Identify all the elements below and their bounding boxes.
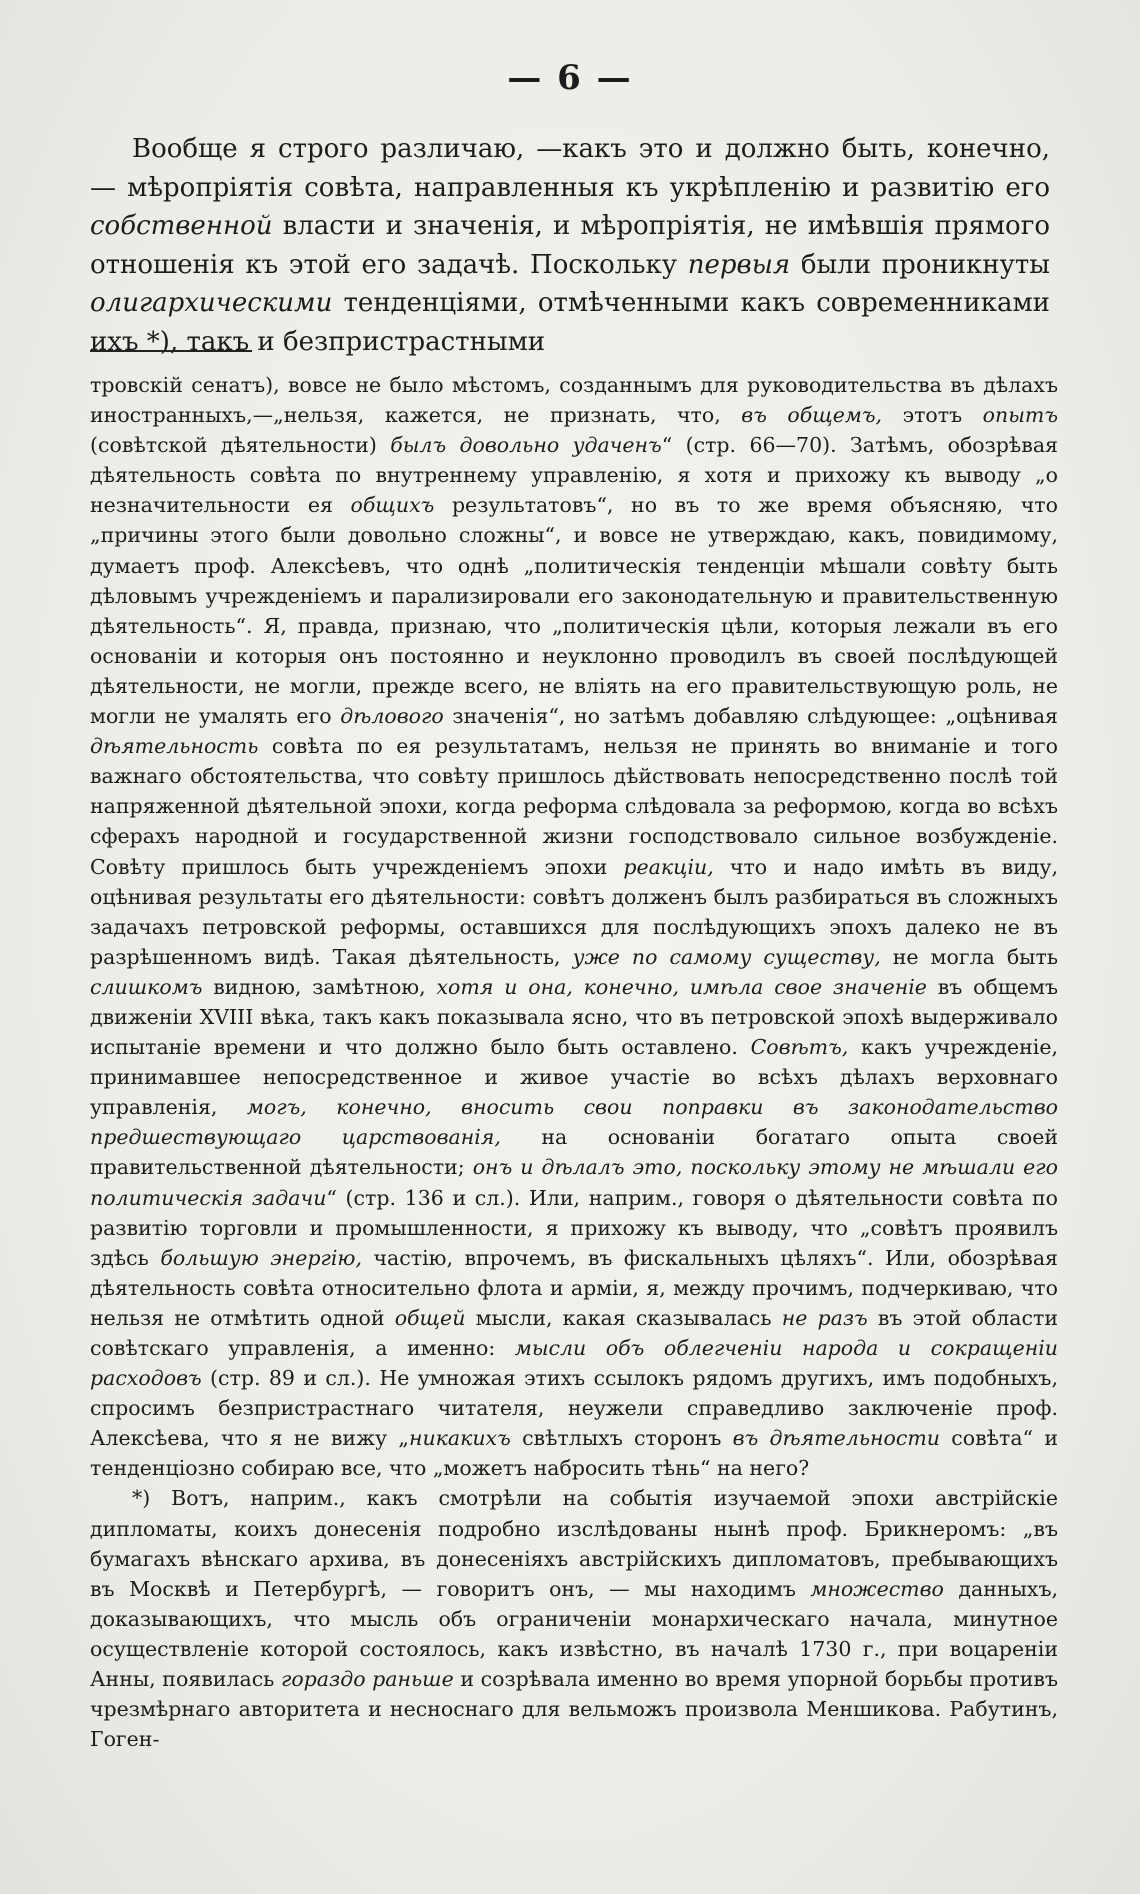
fn-emphasis: дѣлового (340, 704, 444, 729)
main-paragraph (90, 130, 1050, 361)
fn-text: “ (стр. 136 и сл.). Или, наприм., говоря о дѣятельности совѣта по развитію торговли и промышленности, я прихожу къ выводу, что „совѣтъ проявилъ здѣсь (90, 1185, 1059, 1270)
fn-emphasis: онъ и дѣлалъ это, поскольку этому не мѣшали его политическія задачи (90, 1155, 1059, 1210)
fn-text: на основаніи богатаго опыта своей правительственной дѣятельности; (90, 1125, 1058, 1180)
fn-emphasis: общей (394, 1305, 466, 1330)
main-text-1: Вообще я строго различаю, —какъ это и должно быть, конечно, — мѣропріятія совѣта, направленныя къ укрѣпленію и развитію его (90, 134, 1050, 203)
footnote-continuation (90, 370, 1058, 1483)
fn-text: частію, впрочемъ, въ фискальныхъ цѣляхъ“. Или, обозрѣвая дѣятельность совѣта относительно флота и арміи, я, между прочимъ, подчеркиваю, что нельзя не отмѣтить одной (90, 1245, 1058, 1330)
fn-text: результатовъ“, но въ то же время объясняю, что „причины этого были довольно сложны“, и вовсе не утверждаю, какъ, повидимому, думаетъ проф. Алексѣевъ, что однѣ „политическія тенденціи мѣшали совѣту быть дѣловымъ учрежденіемъ и парализировали его законодательную и правительственную дѣятельность“. Я, правда, признаю, что „политическія цѣли, которыя лежали въ его основаніи и которыя онъ постоянно и неуклонно проводилъ въ своей послѣдующей дѣятельности, не могли, прежде всего, не вліять на его правительствующую роль, не могли не умалять его (90, 493, 1058, 729)
fn-text: (стр. 89 и сл.). Не умножая этихъ ссылокъ рядомъ другихъ, имъ подобныхъ, спросимъ безпристрастнаго читателя, неужели справедливо заключеніе проф. Алексѣева, что я не вижу „ (90, 1366, 1058, 1451)
fn-text: свѣтлыхъ сторонъ (510, 1426, 733, 1451)
fn-emphasis: уже по самому существу, (572, 944, 881, 969)
footnotes (90, 370, 1058, 1754)
fn-text: “ (стр. 66—70). Затѣмъ, обозрѣвая дѣятельность совѣта по внутреннему управленію, я хотя и прихожу къ выводу „о незначительности ея (90, 433, 1058, 518)
fn-emphasis: никакихъ (408, 1426, 511, 1451)
fn-star-text: *) Вотъ, наприм., какъ смотрѣли на событія изучаемой эпохи австрійскіе дипломаты, коихъ донесенія подробно изслѣдованы нынѣ проф. Брикнеромъ: „въ бумагахъ вѣнскаго архива, въ донесеніяхъ австрійскихъ дипломатовъ, пребывающихъ въ Москвѣ и Петербургѣ, — говоритъ онъ, — мы находимъ (90, 1486, 1058, 1601)
fn-emphasis: былъ довольно удаченъ (390, 433, 662, 458)
main-emphasis-1: собственной (90, 211, 273, 241)
fn-text: въ этой области совѣтскаго управленія, а именно: (90, 1305, 1059, 1360)
fn-emphasis: могъ, конечно, вносить свои поправки въ законодательство предшествующаго царствованія, (90, 1095, 1059, 1150)
fn-text: (совѣтской дѣятельности) (90, 433, 391, 458)
fn-text: что и надо имѣть въ виду, оцѣнивая результаты его дѣятельности: совѣтъ долженъ былъ разбираться въ сложныхъ задачахъ петровской реформы, оставшихся для послѣдующихъ эпохъ далеко не въ разрѣшенномъ видѣ. Такая дѣятельность, (90, 854, 1058, 969)
fn-emphasis: въ дѣятельности (732, 1426, 940, 1451)
main-text-4: тенденціями, отмѣченными какъ современниками ихъ *), такъ и безпристрастными (90, 288, 1050, 357)
fn-emphasis: дѣятельность (90, 734, 259, 759)
fn-emphasis: мысли объ облегченіи народа и сокращеніи расходовъ (90, 1336, 1058, 1391)
main-emphasis-2: первыя (687, 249, 791, 280)
fn-text: тровскій сенатъ), вовсе не было мѣстомъ, созданнымъ для руководительства въ дѣлахъ иностранныхъ,—„нельзя, кажется, не признать, что, (90, 373, 1058, 428)
fn-star-emphasis: гораздо раньше (280, 1667, 454, 1692)
fn-text: въ общемъ движеніи XVIII вѣка, такъ какъ показывала ясно, что въ петровской эпохѣ выдерживало испытаніе времени и что должно было быть оставлено. (90, 974, 1058, 1060)
fn-text: совѣта“ и тенденціозно собираю все, что „можетъ набросить тѣнь“ на него? (90, 1426, 1058, 1481)
fn-emphasis: Совѣтъ, (750, 1035, 849, 1060)
fn-text: совѣта по ея результатамъ, нельзя не принять во вниманіе и того важнаго обстоятельства, что совѣту пришлось дѣйствовать непосредственно послѣ той напряженной дѣятельной эпохи, когда реформа слѣдовала за реформою, когда во всѣхъ сферахъ народной и государственной жизни господствовало сильное возбужденіе. Совѣту пришлось быть учрежденіемъ эпохи (90, 734, 1058, 879)
main-text-2: власти и значенія, и мѣропріятія, не имѣвшія прямого отношенія къ этой его задачѣ. Поскольку (90, 211, 1050, 280)
fn-emphasis: въ общемъ, (741, 403, 883, 428)
fn-star-emphasis: множество (810, 1576, 944, 1601)
fn-text: этотъ (882, 403, 983, 428)
main-emphasis-3: олигархическими (90, 288, 333, 318)
footnote-separator (90, 350, 252, 352)
fn-emphasis: реакціи, (623, 854, 714, 879)
fn-emphasis: общихъ (350, 493, 435, 518)
fn-emphasis: большую энергію, (160, 1245, 362, 1270)
fn-text: значенія“, но затѣмъ добавляю слѣдующее: „оцѣнивая (443, 704, 1058, 729)
footnote-star (90, 1483, 1058, 1754)
fn-emphasis: слишкомъ (90, 974, 203, 999)
page-number: — 6 — (507, 58, 633, 98)
fn-emphasis: хотя и она, конечно, имѣла свое значеніе (436, 974, 927, 999)
fn-text: видною, замѣтною, (202, 974, 437, 999)
main-text-3: были проникнуты (790, 249, 1050, 280)
fn-text: не могла быть (880, 944, 1058, 969)
fn-text: какъ учрежденіе, принимавшее непосредственное и живое участіе во всѣхъ дѣлахъ верховнаго управленія, (90, 1035, 1058, 1120)
fn-emphasis: опытъ (982, 403, 1058, 428)
fn-text: мысли, какая сказывалась (465, 1305, 782, 1330)
fn-star-text: и созрѣвала именно во время упорной борьбы противъ чрезмѣрнаго авторитета и несноснаго для вельможъ произвола Меншикова. Рабутинъ, Гоген- (90, 1667, 1059, 1752)
fn-star-text: данныхъ, доказывающихъ, что мысль объ ограниченіи монархическаго начала, минутное осуществленіе которой состоялось, какъ извѣстно, въ началѣ 1730 г., при воцареніи Анны, появилась (90, 1576, 1058, 1692)
fn-emphasis: не разъ (781, 1305, 868, 1330)
